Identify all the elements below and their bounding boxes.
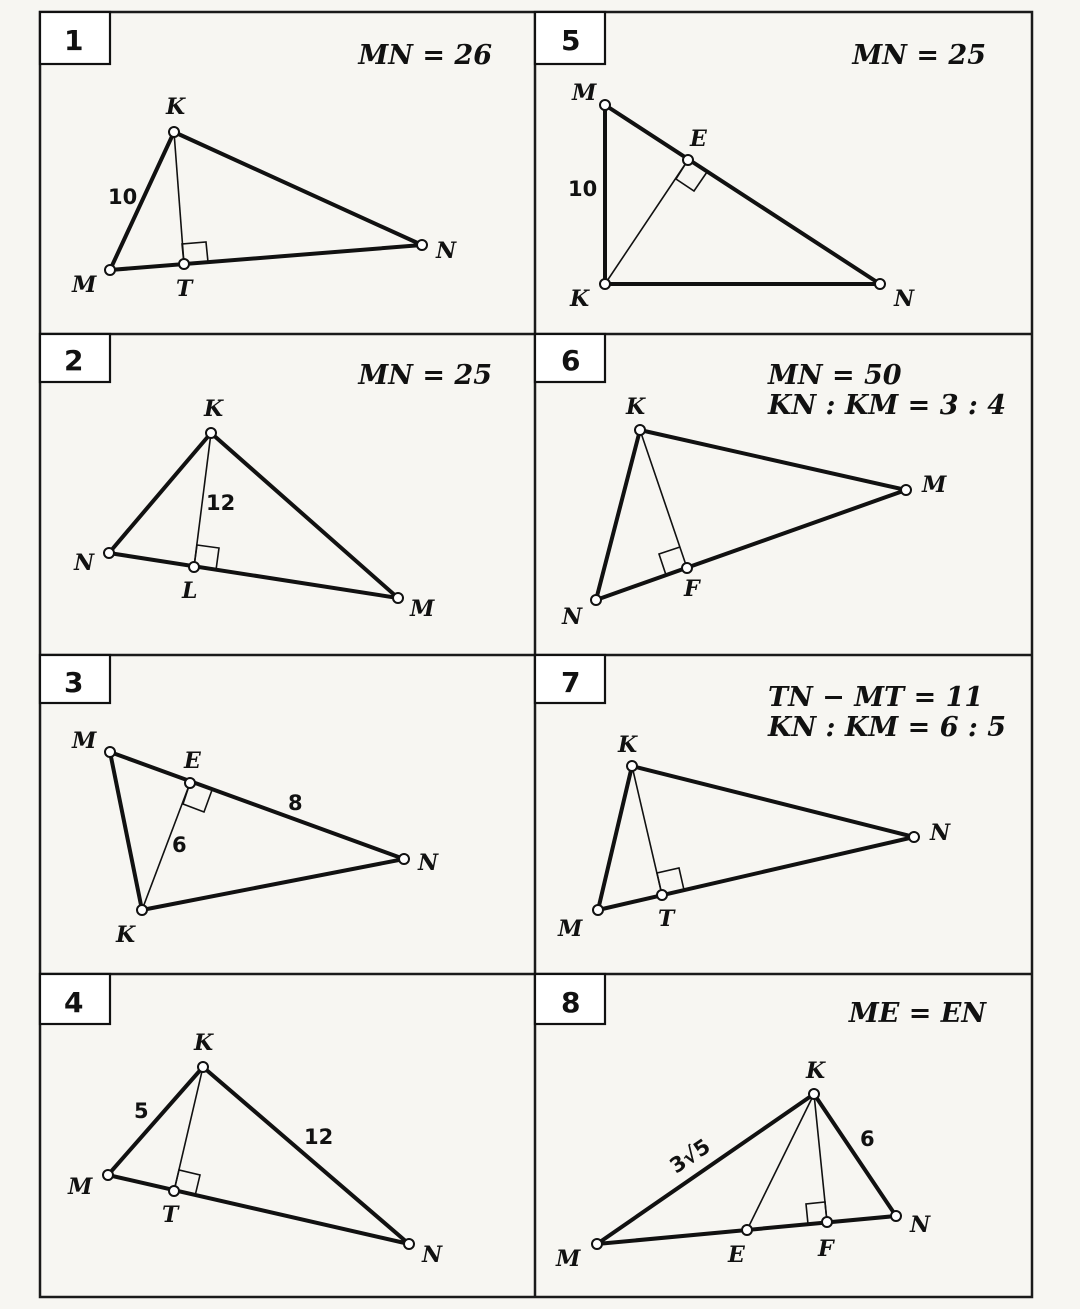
point-label: N: [74, 550, 95, 576]
point-label: M: [572, 80, 597, 106]
point-label: K: [570, 286, 590, 312]
point-label: E: [690, 126, 707, 152]
side-length-label: 8: [288, 791, 303, 815]
vertex-point: [627, 761, 637, 771]
vertex-point: [393, 593, 403, 603]
foot-point: [657, 890, 667, 900]
side-length-label: 3√5: [665, 1134, 715, 1179]
panel-6: [535, 334, 1006, 630]
triangle: [596, 430, 906, 600]
panel-5: [535, 12, 986, 312]
vertex-point: [104, 548, 114, 558]
point-label: N: [894, 286, 915, 312]
condition-line: ME = EN: [848, 998, 986, 1029]
point-label: N: [418, 850, 439, 876]
point-label: F: [818, 1236, 834, 1262]
midpoint: [742, 1225, 752, 1235]
panel-1: [40, 12, 492, 302]
condition-line: MN = 25: [358, 360, 492, 391]
vertex-point: [909, 832, 919, 842]
point-label: N: [930, 820, 951, 846]
side-length-label: 5: [134, 1099, 149, 1123]
panel-number: 8: [561, 986, 581, 1019]
vertex-point: [600, 100, 610, 110]
panel-3: [40, 655, 439, 948]
vertex-point: [105, 265, 115, 275]
triangle: [110, 132, 422, 270]
point-label: N: [910, 1212, 931, 1238]
condition-line: MN = 25: [852, 40, 986, 71]
point-label: F: [684, 576, 700, 602]
foot-point: [185, 778, 195, 788]
side-length-label: 6: [860, 1127, 875, 1151]
point-label: K: [618, 732, 638, 758]
vertex-point: [417, 240, 427, 250]
vertex-point: [137, 905, 147, 915]
point-label: L: [182, 578, 198, 604]
point-label: M: [410, 596, 435, 622]
condition-line: KN : KM = 3 : 4: [768, 390, 1007, 421]
vertex-point: [404, 1239, 414, 1249]
condition-line: MN = 26: [358, 40, 492, 71]
panel-4: [40, 974, 443, 1268]
point-label: M: [558, 916, 583, 942]
foot-point: [169, 1186, 179, 1196]
triangle: [110, 752, 404, 910]
triangle: [108, 1067, 409, 1244]
triangle: [597, 1094, 896, 1244]
point-label: K: [204, 396, 224, 422]
triangle: [598, 766, 914, 910]
foot-point: [189, 562, 199, 572]
foot-point: [179, 259, 189, 269]
point-label: E: [184, 748, 201, 774]
condition-line: MN = 50: [768, 360, 902, 391]
vertex-point: [105, 747, 115, 757]
vertex-point: [600, 279, 610, 289]
panel-number: 1: [64, 24, 84, 57]
point-label: T: [176, 276, 193, 302]
panel-number: 6: [561, 344, 581, 377]
point-label: T: [658, 906, 675, 932]
point-label: M: [922, 472, 947, 498]
vertex-point: [635, 425, 645, 435]
vertex-point: [593, 905, 603, 915]
vertex-point: [901, 485, 911, 495]
point-label: N: [422, 1242, 443, 1268]
condition-line: KN : KM = 6 : 5: [768, 712, 1007, 743]
vertex-point: [891, 1211, 901, 1221]
point-label: N: [562, 604, 583, 630]
point-label: K: [116, 922, 136, 948]
point-label: M: [72, 272, 97, 298]
condition-line: TN − MT = 11: [768, 682, 984, 713]
vertex-point: [169, 127, 179, 137]
vertex-point: [103, 1170, 113, 1180]
point-label: K: [166, 94, 186, 120]
vertex-point: [592, 1239, 602, 1249]
triangle: [109, 433, 398, 598]
vertex-point: [809, 1089, 819, 1099]
panel-number: 4: [64, 986, 84, 1019]
panel-number: 5: [561, 24, 581, 57]
triangle: [605, 105, 880, 284]
side-length-label: 10: [108, 185, 138, 209]
point-label: K: [626, 394, 646, 420]
vertex-point: [198, 1062, 208, 1072]
panel-7: [535, 655, 1006, 942]
point-label: K: [806, 1058, 826, 1084]
panel-number: 3: [64, 666, 84, 699]
median: [747, 1094, 814, 1230]
foot-point: [822, 1217, 832, 1227]
panel-number: 7: [561, 666, 581, 699]
panel-8: [535, 974, 987, 1272]
side-length-label: 6: [172, 833, 187, 857]
point-label: M: [556, 1246, 581, 1272]
foot-point: [683, 155, 693, 165]
point-label: E: [728, 1242, 745, 1268]
vertex-point: [399, 854, 409, 864]
point-label: N: [436, 238, 457, 264]
side-length-label: 10: [568, 177, 598, 201]
vertex-point: [875, 279, 885, 289]
point-label: T: [162, 1202, 179, 1228]
point-label: K: [194, 1030, 214, 1056]
panel-2: [40, 334, 492, 622]
point-label: M: [72, 728, 97, 754]
vertex-point: [206, 428, 216, 438]
side-length-label: 12: [206, 491, 236, 515]
foot-point: [682, 563, 692, 573]
point-label: M: [68, 1174, 93, 1200]
side-length-label: 12: [304, 1125, 334, 1149]
panel-number: 2: [64, 344, 84, 377]
vertex-point: [591, 595, 601, 605]
